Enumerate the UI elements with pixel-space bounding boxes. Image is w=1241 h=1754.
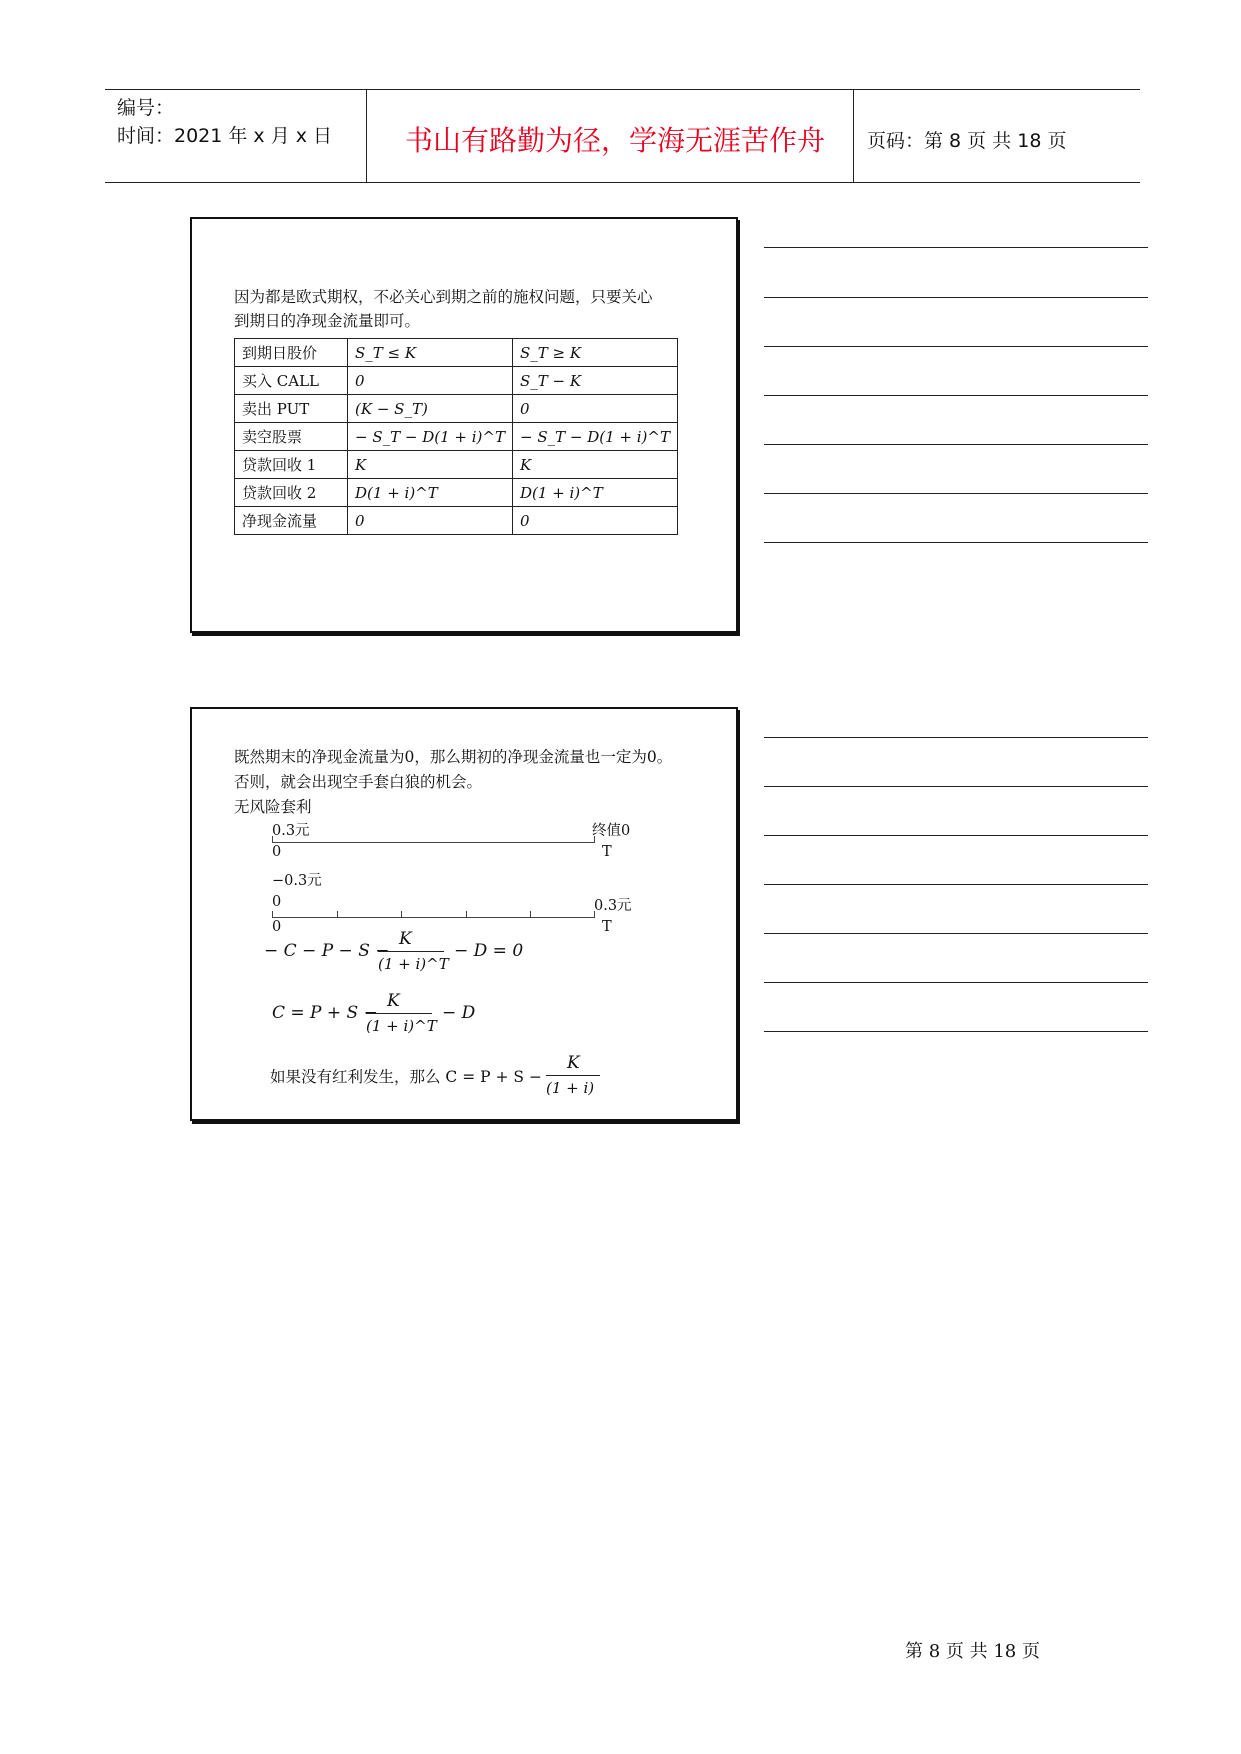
slide-cash-flow-table <box>190 217 738 633</box>
timeline1-tick-start <box>272 836 273 843</box>
table-cell: − S_T − D(1 + i)^T <box>512 423 677 451</box>
notes-line <box>764 297 1148 298</box>
table-row <box>235 339 678 367</box>
cash-flow-table <box>234 338 678 535</box>
timeline2-start-label: 0 <box>272 894 282 910</box>
table-cell: S_T − K <box>512 367 677 395</box>
table-row-label: 贷款回收 2 <box>235 479 348 507</box>
eq1-fraction-bar <box>378 951 444 952</box>
timeline1-start-label: 0.3元 <box>272 823 310 839</box>
negative-cash-label: −0.3元 <box>272 873 322 889</box>
eq2-denominator: (1 + i)^T <box>366 1017 437 1035</box>
timeline2-tick-0 <box>272 911 273 918</box>
slide1-intro-line2: 到期日的净现金流量即可。 <box>234 312 421 330</box>
eq2-lhs: C = P + S − <box>272 1003 378 1023</box>
notes-line <box>764 346 1148 347</box>
header-top-rule <box>105 89 1140 90</box>
table-cell: (K − S_T) <box>348 395 513 423</box>
notes-line <box>764 884 1148 885</box>
header-bottom-rule <box>105 182 1140 183</box>
table-row <box>235 395 678 423</box>
table-cell: K <box>512 451 677 479</box>
table-cell: 0 <box>348 507 513 535</box>
header-page-label: 页码：第 8 页 共 18 页 <box>867 130 1067 152</box>
slide-arbitrage <box>190 707 738 1121</box>
table-cell: 0 <box>512 507 677 535</box>
notes-line <box>764 737 1148 738</box>
table-cell: D(1 + i)^T <box>348 479 513 507</box>
timeline1-tick-end <box>594 836 595 843</box>
eq3-numerator: K <box>567 1053 580 1073</box>
notes-line <box>764 835 1148 836</box>
table-cell: D(1 + i)^T <box>512 479 677 507</box>
header-time-label: 时间：2021 年 x 月 x 日 <box>117 125 333 147</box>
timeline2-tick-3 <box>466 911 467 918</box>
eq2-fraction-bar <box>366 1013 432 1014</box>
notes-line <box>764 395 1148 396</box>
eq1-rhs: − D = 0 <box>454 941 524 961</box>
table-cell: 0 <box>348 367 513 395</box>
table-cell: S_T ≥ K <box>512 339 677 367</box>
timeline2-end-label: 0.3元 <box>594 898 632 914</box>
notes-line <box>764 933 1148 934</box>
table-row-label: 卖出 PUT <box>235 395 348 423</box>
table-row-label: 卖空股票 <box>235 423 348 451</box>
table-row <box>235 367 678 395</box>
table-row <box>235 507 678 535</box>
header-number-label: 编号： <box>117 97 175 119</box>
timeline1-axis <box>272 842 594 843</box>
slide2-line1: 既然期末的净现金流量为0，那么期初的净现金流量也一定为0。 <box>234 748 673 766</box>
table-row-label: 净现金流量 <box>235 507 348 535</box>
eq1-denominator: (1 + i)^T <box>378 955 449 973</box>
slide2-line2: 否则，就会出现空手套白狼的机会。 <box>234 773 483 791</box>
table-row <box>235 479 678 507</box>
eq3-lhs: 如果没有红利发生，那么 C = P + S − <box>270 1068 542 1086</box>
eq1-numerator: K <box>399 929 412 949</box>
notes-line <box>764 982 1148 983</box>
notes-line <box>764 444 1148 445</box>
footer-page-number: 第 8 页 共 18 页 <box>905 1641 1040 1662</box>
notes-line <box>764 493 1148 494</box>
timeline2-start-tick: 0 <box>272 919 282 935</box>
timeline2-tick-2 <box>401 911 402 918</box>
timeline1-end-label: 终值0 <box>592 823 631 839</box>
notes-line <box>764 542 1148 543</box>
table-row <box>235 451 678 479</box>
timeline2-tick-1 <box>337 911 338 918</box>
eq1-lhs: − C − P − S − <box>264 941 390 961</box>
eq2-numerator: K <box>387 991 400 1011</box>
timeline2-axis <box>272 917 594 918</box>
eq2-rhs: − D <box>442 1003 476 1023</box>
table-row-label: 到期日股价 <box>235 339 348 367</box>
header-motto: 书山有路勤为径，学海无涯苦作舟 <box>404 124 825 157</box>
eq3-fraction-bar <box>546 1075 600 1076</box>
timeline2-tick-end <box>594 911 595 918</box>
eq3-denominator: (1 + i) <box>546 1079 595 1097</box>
table-row-label: 买入 CALL <box>235 367 348 395</box>
table-cell: 0 <box>512 395 677 423</box>
slide1-intro-line1: 因为都是欧式期权，不必关心到期之前的施权问题，只要关心 <box>234 288 653 306</box>
slide2-line3: 无风险套利 <box>234 798 312 816</box>
table-row <box>235 423 678 451</box>
table-row-label: 贷款回收 1 <box>235 451 348 479</box>
table-cell: S_T ≤ K <box>348 339 513 367</box>
notes-line <box>764 1031 1148 1032</box>
timeline1-end-tick: T <box>602 844 612 860</box>
table-cell: K <box>348 451 513 479</box>
timeline2-tick-4 <box>530 911 531 918</box>
notes-line <box>764 786 1148 787</box>
timeline2-end-tick: T <box>602 919 612 935</box>
timeline1-start-tick: 0 <box>272 844 282 860</box>
notes-line <box>764 247 1148 248</box>
table-cell: − S_T − D(1 + i)^T <box>348 423 513 451</box>
header-divider-left <box>366 90 367 183</box>
